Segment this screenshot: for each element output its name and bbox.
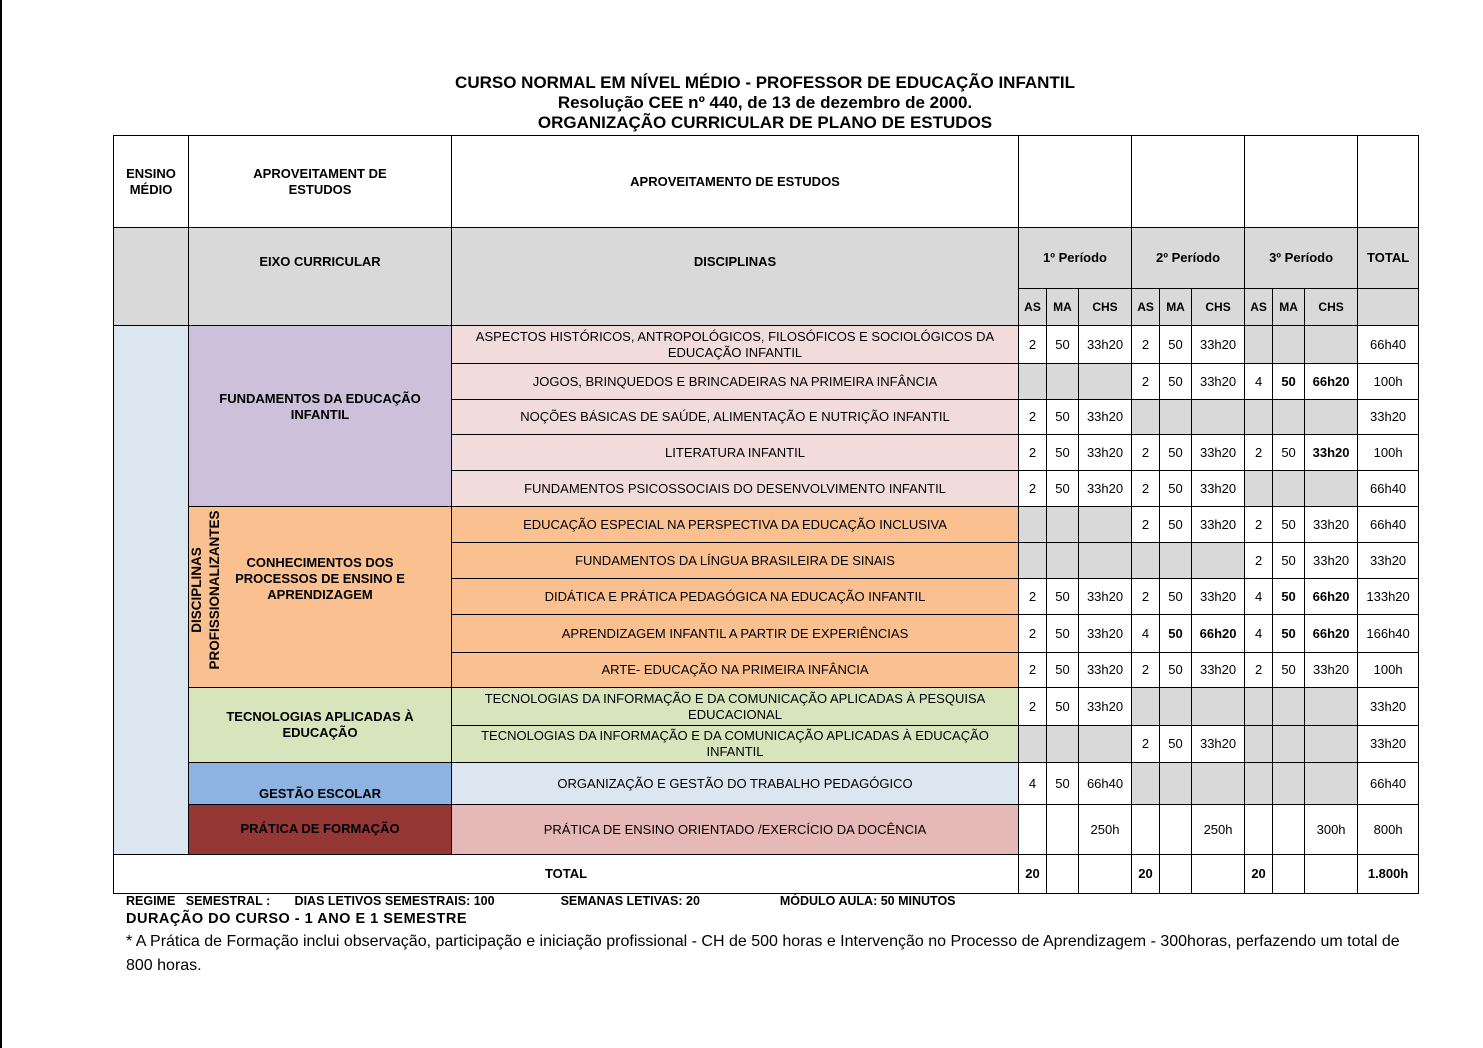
footer-nota: * A Prática de Formação inclui observação, participação e iniciação profissional - CH de 500 horas e Intervenção no Processo de Aprendizagem - 300horas, perfazendo um total de 800 horas. (126, 933, 1400, 974)
cell-ma2 (1160, 688, 1192, 726)
total-label: TOTAL (114, 855, 1019, 894)
total-as2: 20 (1132, 855, 1160, 894)
cell-as3: 2 (1245, 653, 1273, 688)
cell-ma2: 50 (1160, 364, 1192, 400)
cell-total: 800h (1358, 805, 1419, 855)
cell-chs3: 66h20 (1305, 615, 1358, 653)
header-blank-p2 (1132, 136, 1245, 228)
cell-chs2: 33h20 (1192, 579, 1245, 615)
cell-as3 (1245, 805, 1273, 855)
left-border-line (0, 0, 2, 1048)
header-blank-p1 (1019, 136, 1132, 228)
cell-as3: 4 (1245, 579, 1273, 615)
total-grand: 1.800h (1358, 855, 1419, 894)
cell-ma1 (1047, 805, 1079, 855)
discipline-name: APRENDIZAGEM INFANTIL A PARTIR DE EXPERIÊNCIAS (452, 615, 1019, 653)
vertical-category-cell (114, 326, 222, 855)
header-row-1 (114, 136, 1419, 228)
eixo-gestao: GESTÃO ESCOLAR (189, 763, 452, 805)
cell-as3: 2 (1245, 543, 1273, 579)
cell-total: 133h20 (1358, 579, 1419, 615)
header-ma-2: MA (1160, 289, 1192, 326)
cell-as1: 2 (1019, 615, 1047, 653)
cell-ma1: 50 (1047, 435, 1079, 471)
vertical-category-label: DISCIPLINAS PROFISSIONALIZANTES (189, 510, 222, 670)
header-chs-3: CHS (1305, 289, 1358, 326)
header-as-2: AS (1132, 289, 1160, 326)
header-periodo-1: 1º Período (1019, 228, 1132, 289)
title-line-1: CURSO NORMAL EM NÍVEL MÉDIO - PROFESSOR DE EDUCAÇÃO INFANTIL (455, 73, 1075, 92)
cell-chs1 (1079, 726, 1132, 763)
cell-chs2: 33h20 (1192, 364, 1245, 400)
cell-ma2: 50 (1160, 726, 1192, 763)
cell-as3: 2 (1245, 507, 1273, 543)
cell-as1 (1019, 805, 1047, 855)
cell-ma1: 50 (1047, 326, 1079, 364)
cell-chs1: 33h20 (1079, 400, 1132, 435)
header-eixo-curricular: EIXO CURRICULAR (189, 228, 452, 326)
cell-ma1: 50 (1047, 688, 1079, 726)
cell-as2 (1132, 763, 1160, 805)
header-blank-total (1358, 136, 1419, 228)
cell-as3 (1245, 400, 1273, 435)
header-total-blank (1358, 289, 1419, 326)
header-ma-1: MA (1047, 289, 1079, 326)
cell-as2 (1132, 543, 1160, 579)
total-blank-cell (1079, 855, 1132, 894)
discipline-name: TECNOLOGIAS DA INFORMAÇÃO E DA COMUNICAÇÃO APLICADAS À PESQUISA EDUCACIONAL (452, 688, 1019, 726)
cell-as3: 2 (1245, 435, 1273, 471)
cell-ma2 (1160, 763, 1192, 805)
cell-chs1: 33h20 (1079, 435, 1132, 471)
cell-ma2 (1160, 805, 1192, 855)
cell-total: 33h20 (1358, 688, 1419, 726)
total-blank-cell (1192, 855, 1245, 894)
cell-total: 100h (1358, 435, 1419, 471)
cell-chs3 (1305, 400, 1358, 435)
cell-chs2: 33h20 (1192, 326, 1245, 364)
footer-duracao: DURAÇÃO DO CURSO - 1 ANO E 1 SEMESTRE (126, 911, 468, 927)
cell-chs3: 33h20 (1305, 435, 1358, 471)
footer (126, 893, 1426, 978)
cell-ma3: 50 (1273, 615, 1305, 653)
cell-ma2 (1160, 543, 1192, 579)
cell-ma2: 50 (1160, 471, 1192, 507)
discipline-name: ASPECTOS HISTÓRICOS, ANTROPOLÓGICOS, FILOSÓFICOS E SOCIOLÓGICOS DA EDUCAÇÃO INFANTIL (452, 326, 1019, 364)
cell-chs1: 33h20 (1079, 688, 1132, 726)
discipline-name: TECNOLOGIAS DA INFORMAÇÃO E DA COMUNICAÇÃO APLICADAS À EDUCAÇÃO INFANTIL (452, 726, 1019, 763)
cell-chs2: 33h20 (1192, 435, 1245, 471)
cell-ma1 (1047, 364, 1079, 400)
cell-ma3: 50 (1273, 364, 1305, 400)
cell-ma3 (1273, 400, 1305, 435)
cell-as2 (1132, 805, 1160, 855)
cell-chs1 (1079, 543, 1132, 579)
header-aproveitamento: APROVEITAMENTO DE ESTUDOS (452, 136, 1019, 228)
cell-chs1: 33h20 (1079, 471, 1132, 507)
discipline-name: ARTE- EDUCAÇÃO NA PRIMEIRA INFÂNCIA (452, 653, 1019, 688)
cell-total: 66h40 (1358, 326, 1419, 364)
cell-chs2 (1192, 400, 1245, 435)
cell-chs2: 66h20 (1192, 615, 1245, 653)
header-aproveitament: APROVEITAMENT DE ESTUDOS (189, 136, 452, 228)
cell-as3 (1245, 471, 1273, 507)
cell-ma3: 50 (1273, 507, 1305, 543)
cell-as3: 4 (1245, 364, 1273, 400)
cell-chs2: 33h20 (1192, 507, 1245, 543)
cell-chs1: 33h20 (1079, 653, 1132, 688)
cell-as1 (1019, 543, 1047, 579)
cell-ma2: 50 (1160, 507, 1192, 543)
cell-ma1: 50 (1047, 763, 1079, 805)
cell-chs2 (1192, 688, 1245, 726)
cell-chs3 (1305, 688, 1358, 726)
header-ma-3: MA (1273, 289, 1305, 326)
total-as3: 20 (1245, 855, 1273, 894)
cell-chs1: 33h20 (1079, 579, 1132, 615)
cell-ma1 (1047, 507, 1079, 543)
cell-as2: 4 (1132, 615, 1160, 653)
header-disciplinas: DISCIPLINAS (452, 228, 1019, 326)
total-blank-cell (1273, 855, 1305, 894)
header-gray-corner (114, 228, 189, 326)
cell-ma2: 50 (1160, 579, 1192, 615)
cell-as1: 2 (1019, 471, 1047, 507)
discipline-name: NOÇÕES BÁSICAS DE SAÚDE, ALIMENTAÇÃO E NUTRIÇÃO INFANTIL (452, 400, 1019, 435)
cell-chs3 (1305, 326, 1358, 364)
cell-as1: 2 (1019, 435, 1047, 471)
table-row (114, 507, 1419, 543)
cell-ma1: 50 (1047, 615, 1079, 653)
discipline-name: LITERATURA INFANTIL (452, 435, 1019, 471)
total-row (114, 855, 1419, 894)
cell-as1: 2 (1019, 400, 1047, 435)
cell-as2: 2 (1132, 507, 1160, 543)
title-line-2: Resolução CEE nº 440, de 13 de dezembro de 2000. (557, 93, 973, 112)
header-row-2 (114, 228, 1419, 289)
total-blank-cell (1305, 855, 1358, 894)
cell-ma1 (1047, 726, 1079, 763)
cell-chs3: 66h20 (1305, 364, 1358, 400)
cell-ma2: 50 (1160, 326, 1192, 364)
cell-ma3: 50 (1273, 653, 1305, 688)
eixo-fundamentos: FUNDAMENTOS DA EDUCAÇÃO INFANTIL (189, 326, 452, 507)
cell-ma3 (1273, 471, 1305, 507)
cell-as3 (1245, 326, 1273, 364)
cell-as2: 2 (1132, 326, 1160, 364)
cell-chs1: 33h20 (1079, 615, 1132, 653)
cell-as1: 2 (1019, 579, 1047, 615)
cell-chs3: 300h (1305, 805, 1358, 855)
cell-as2: 2 (1132, 653, 1160, 688)
cell-total: 33h20 (1358, 726, 1419, 763)
header-as-3: AS (1245, 289, 1273, 326)
footer-regime: REGIME SEMESTRAL : DIAS LETIVOS SEMESTRAIS: 100 SEMANAS LETIVAS: 20 MÓDULO AULA: 50 MINUTOS (126, 894, 956, 908)
total-blank-cell (1160, 855, 1192, 894)
cell-ma2: 50 (1160, 615, 1192, 653)
cell-chs2: 250h (1192, 805, 1245, 855)
cell-total: 66h40 (1358, 471, 1419, 507)
cell-as1: 2 (1019, 688, 1047, 726)
total-blank-cell (1047, 855, 1079, 894)
cell-chs2: 33h20 (1192, 726, 1245, 763)
header-chs-2: CHS (1192, 289, 1245, 326)
eixo-tecnologias: TECNOLOGIAS APLICADAS À EDUCAÇÃO (189, 688, 452, 763)
cell-chs3 (1305, 763, 1358, 805)
title-line-3: ORGANIZAÇÃO CURRICULAR DE PLANO DE ESTUDOS (537, 113, 993, 132)
cell-ma1 (1047, 543, 1079, 579)
discipline-name: FUNDAMENTOS PSICOSSOCIAIS DO DESENVOLVIMENTO INFANTIL (452, 471, 1019, 507)
cell-chs3: 33h20 (1305, 543, 1358, 579)
cell-ma3: 50 (1273, 579, 1305, 615)
cell-as1 (1019, 507, 1047, 543)
cell-as3 (1245, 763, 1273, 805)
cell-as3 (1245, 726, 1273, 763)
header-total: TOTAL (1358, 228, 1419, 289)
cell-ma3 (1273, 763, 1305, 805)
total-as1: 20 (1019, 855, 1047, 894)
discipline-name: PRÁTICA DE ENSINO ORIENTADO /EXERCÍCIO DA DOCÊNCIA (452, 805, 1019, 855)
cell-chs3: 33h20 (1305, 653, 1358, 688)
cell-as2 (1132, 400, 1160, 435)
cell-as2: 2 (1132, 435, 1160, 471)
header-ensino-medio: ENSINO MÉDIO (114, 136, 189, 228)
table-row (114, 326, 1419, 364)
cell-as1 (1019, 726, 1047, 763)
cell-ma1: 50 (1047, 400, 1079, 435)
cell-ma1: 50 (1047, 579, 1079, 615)
header-blank-p3 (1245, 136, 1358, 228)
cell-as1: 2 (1019, 653, 1047, 688)
curriculum-table (113, 135, 1419, 894)
cell-chs1: 250h (1079, 805, 1132, 855)
cell-ma1: 50 (1047, 653, 1079, 688)
cell-as1 (1019, 364, 1047, 400)
cell-total: 66h40 (1358, 507, 1419, 543)
header-periodo-2: 2º Período (1132, 228, 1245, 289)
cell-as2 (1132, 688, 1160, 726)
cell-ma1: 50 (1047, 471, 1079, 507)
cell-chs1 (1079, 364, 1132, 400)
discipline-name: JOGOS, BRINQUEDOS E BRINCADEIRAS NA PRIMEIRA INFÂNCIA (452, 364, 1019, 400)
cell-chs1: 33h20 (1079, 326, 1132, 364)
discipline-name: ORGANIZAÇÃO E GESTÃO DO TRABALHO PEDAGÓGICO (452, 763, 1019, 805)
cell-chs3: 33h20 (1305, 507, 1358, 543)
eixo-conhecimentos: CONHECIMENTOS DOS PROCESSOS DE ENSINO E APRENDIZAGEM (189, 507, 452, 688)
table-row (114, 763, 1419, 805)
header-chs-1: CHS (1079, 289, 1132, 326)
cell-total: 66h40 (1358, 763, 1419, 805)
eixo-pratica: PRÁTICA DE FORMAÇÃO (189, 805, 452, 855)
discipline-name: FUNDAMENTOS DA LÍNGUA BRASILEIRA DE SINAIS (452, 543, 1019, 579)
cell-chs2: 33h20 (1192, 471, 1245, 507)
cell-chs3 (1305, 471, 1358, 507)
cell-as2: 2 (1132, 471, 1160, 507)
cell-total: 33h20 (1358, 543, 1419, 579)
cell-chs3 (1305, 726, 1358, 763)
document-title-block (113, 73, 1417, 133)
cell-total: 33h20 (1358, 400, 1419, 435)
table-row (114, 805, 1419, 855)
cell-ma3 (1273, 805, 1305, 855)
cell-total: 166h40 (1358, 615, 1419, 653)
cell-as3 (1245, 688, 1273, 726)
discipline-name: EDUCAÇÃO ESPECIAL NA PERSPECTIVA DA EDUCAÇÃO INCLUSIVA (452, 507, 1019, 543)
cell-ma3 (1273, 688, 1305, 726)
header-periodo-3: 3º Período (1245, 228, 1358, 289)
cell-chs1 (1079, 507, 1132, 543)
cell-chs1: 66h40 (1079, 763, 1132, 805)
cell-ma2: 50 (1160, 653, 1192, 688)
cell-ma2 (1160, 400, 1192, 435)
cell-as1: 4 (1019, 763, 1047, 805)
cell-chs2: 33h20 (1192, 653, 1245, 688)
header-as-1: AS (1019, 289, 1047, 326)
cell-ma3 (1273, 326, 1305, 364)
cell-chs3: 66h20 (1305, 579, 1358, 615)
discipline-name: DIDÁTICA E PRÁTICA PEDAGÓGICA NA EDUCAÇÃO INFANTIL (452, 579, 1019, 615)
cell-as1: 2 (1019, 326, 1047, 364)
cell-as2: 2 (1132, 364, 1160, 400)
cell-chs2 (1192, 543, 1245, 579)
table-row (114, 688, 1419, 726)
cell-as2: 2 (1132, 726, 1160, 763)
cell-ma3: 50 (1273, 543, 1305, 579)
cell-ma2: 50 (1160, 435, 1192, 471)
cell-chs2 (1192, 763, 1245, 805)
cell-total: 100h (1358, 364, 1419, 400)
cell-as2: 2 (1132, 579, 1160, 615)
cell-as3: 4 (1245, 615, 1273, 653)
cell-total: 100h (1358, 653, 1419, 688)
cell-ma3: 50 (1273, 435, 1305, 471)
cell-ma3 (1273, 726, 1305, 763)
